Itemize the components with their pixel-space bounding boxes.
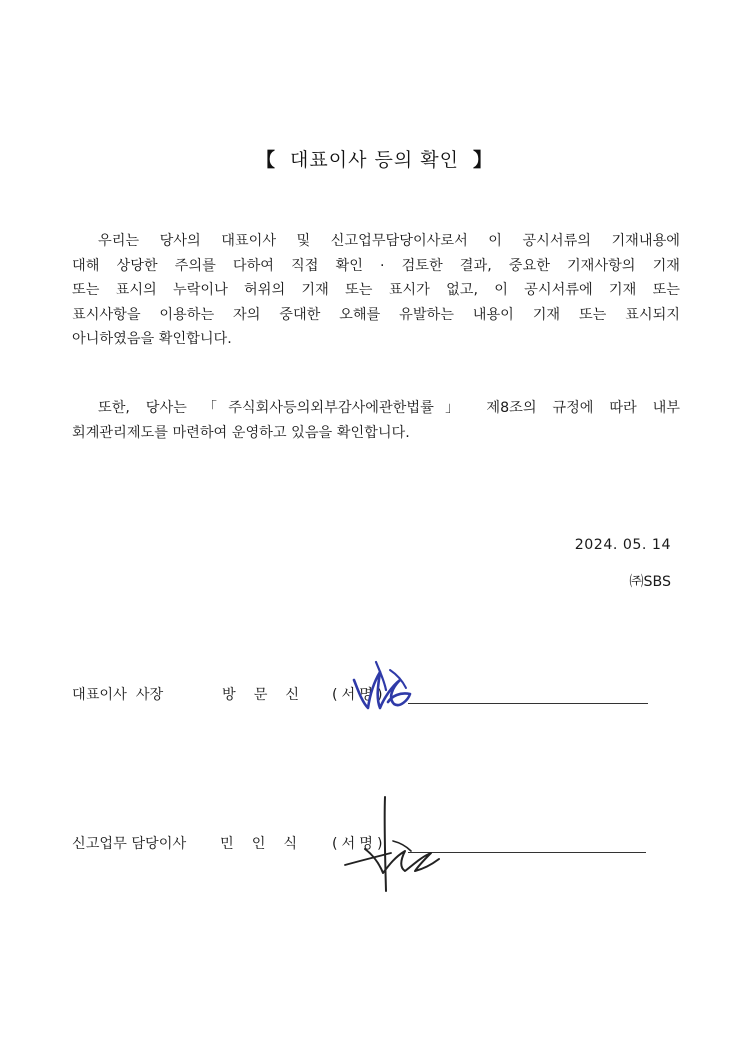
paragraph-line: 표시사항을 이용하는 자의 중대한 오해를 유발하는 내용이 기재 또는 표시되지 [72,306,680,323]
paragraph-line: 대해 상당한 주의를 다하여 직접 확인 · 검토한 결과, 중요한 기재사항의 기재 [72,257,680,274]
company-name: ㈜SBS [629,574,671,590]
document-title [0,145,749,172]
confirmation-paragraph [72,229,680,352]
title-bracket-left: 【 [256,149,277,171]
paragraph-line: 또한, 당사는 「주식회사등의외부감사에관한법률」 제8조의 규정에 따라 내부 [98,400,680,416]
paragraph-line: 아니하였음을 확인합니다. [72,331,232,347]
signature-line [408,703,648,704]
title-bracket-right: 】 [472,149,493,171]
signature-label: (서명) [332,836,387,852]
document-date: 2024. 05. 14 [574,537,671,553]
signature-label: (서명) [332,687,387,703]
paragraph-line: 또는 표시의 누락이나 허위의 기재 또는 표시가 없고, 이 공시서류에 기재 또는 [72,282,680,298]
signatory-name: 민인식 [220,836,316,852]
title-text: 대표이사 등의 확인 [290,149,459,171]
paragraph-line: 우리는 당사의 대표이사 및 신고업무담당이사로서 이 공시서류의 기재내용에 [98,233,680,249]
handwritten-signature-ceo [340,650,420,720]
paragraph-line: 회계관리제도를 마련하여 운영하고 있음을 확인합니다. [72,424,410,441]
signatory-role: 신고업무 담당이사 [72,836,187,852]
internal-control-paragraph [72,396,680,445]
handwritten-signature-director [335,793,445,893]
signatory-name: 방문신 [222,687,318,703]
signatory-role: 대표이사 사장 [72,687,164,703]
